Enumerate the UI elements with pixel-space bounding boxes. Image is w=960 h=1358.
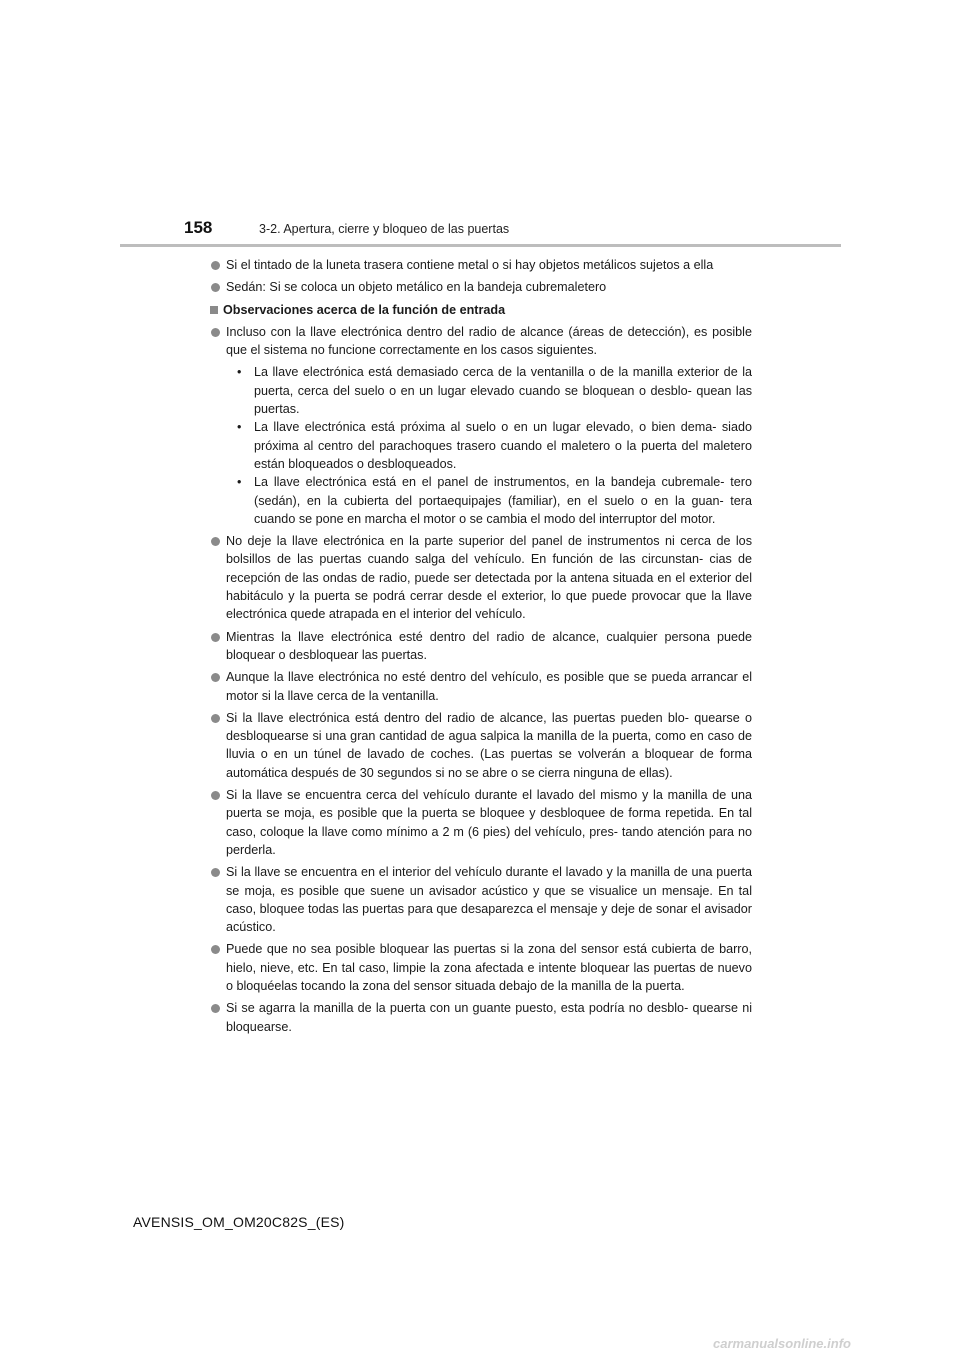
list-item xyxy=(209,668,752,705)
list-item-text: Sedán: Si se coloca un objeto metálico en la bandeja cubremaletero xyxy=(226,280,607,295)
list-item-text: No deje la llave electrónica en la parte superior del panel de instrumentos ni cerca de los bolsillos de las puertas cuando salga del vehículo. En función de las circunstan- cias de recepción de las ondas de radio, puede ser detectada por la antena situada en el exterior del habitáculo y la puerta se podrá cerrar desde el exterior, lo que puede provocar que la llave electrónica quede atrapada en el interior del vehículo. xyxy=(226,534,752,622)
list-item xyxy=(209,278,752,296)
list-item-text: Incluso con la llave electrónica dentro del radio de alcance (áreas de detección), es posible que el sistema no funcione correctamente en los casos siguientes. xyxy=(226,324,752,358)
list-item-text: Si la llave electrónica está dentro del radio de alcance, las puertas pueden blo- quearse o desbloquearse si una gran cantidad de agua salpica la manilla de la puerta, como en caso de lluvia o en un túnel de lavado de coches. (Las puertas se volverán a bloquear de forma automática después de 30 segundos si no se abre o se cierra ninguna de ellas). xyxy=(226,710,752,780)
list-item xyxy=(209,786,752,859)
list-item xyxy=(209,863,752,936)
bullet-dot-icon xyxy=(211,791,220,800)
list-item-text: Puede que no sea posible bloquear las puertas si la zona del sensor está cubierta de barro, hielo, nieve, etc. En tal caso, limpie la zona afectada e intente bloquear las puertas de nuevo o bloquéelas tocando la zona del sensor situada debajo de la manilla de la puerta. xyxy=(226,942,752,993)
list-item xyxy=(209,940,752,995)
header-rule xyxy=(120,244,841,247)
list-item-text: Si se agarra la manilla de la puerta con un guante puesto, esta podría no desblo- quearse ni bloquearse. xyxy=(226,1001,752,1034)
section-title: 3-2. Apertura, cierre y bloqueo de las puertas xyxy=(259,222,510,236)
page-content xyxy=(209,256,752,1040)
page-number: 158 xyxy=(184,218,213,237)
list-item xyxy=(209,532,752,623)
list-item xyxy=(209,999,752,1036)
bullet-mark-icon: • xyxy=(237,475,242,490)
sub-list-item xyxy=(237,363,752,418)
sub-list-item xyxy=(237,418,752,473)
bullet-mark-icon: • xyxy=(237,365,242,380)
watermark: carmanualsonline.info xyxy=(713,1336,851,1351)
sub-list-item-text: La llave electrónica está demasiado cerca de la ventanilla o de la manilla exterior de la puerta, cerca del suelo o en un lugar elevado cuando se bloquean o desblo- quean las puertas. xyxy=(254,365,752,417)
bullet-dot-icon xyxy=(211,261,220,270)
list-item xyxy=(209,256,752,274)
bullet-dot-icon xyxy=(211,673,220,682)
sub-list-item xyxy=(237,473,752,528)
bullet-dot-icon xyxy=(211,1004,220,1013)
list-item-text: Si el tintado de la luneta trasera contiene metal o si hay objetos metálicos sujetos a ella xyxy=(226,258,714,272)
list-item-text: Si la llave se encuentra en el interior del vehículo durante el lavado y la manilla de una puerta se moja, es posible que suene un avisador acústico y que se visualice un mensaje. En tal caso, bloquee todas las puertas para que desaparezca el mensaje y deje de sonar el avisador acústico. xyxy=(226,865,752,935)
bullet-dot-icon xyxy=(211,283,220,292)
list-item-text: Si la llave se encuentra cerca del vehículo durante el lavado del mismo y la manilla de una puerta se moja, es posible que la puerta se bloquee y desbloquee de forma repetida. En tal caso, coloque la llave como mínimo a 2 m (6 pies) del vehículo, pres- tando atención para no perderla. xyxy=(226,788,752,857)
list-item xyxy=(209,709,752,782)
manual-code: AVENSIS_OM_OM20C82S_(ES) xyxy=(133,1214,345,1230)
square-bullet-icon xyxy=(210,306,218,314)
list-item xyxy=(209,323,752,360)
bullet-dot-icon xyxy=(211,868,220,877)
list-item-text: Mientras la llave electrónica esté dentro del radio de alcance, cualquier persona puede bloquear o desbloquear las puertas. xyxy=(226,629,752,662)
list-item xyxy=(209,628,752,665)
list-item-text: Aunque la llave electrónica no esté dentro del vehículo, es posible que se pueda arrancar el motor si la llave cerca de la ventanilla. xyxy=(226,670,752,703)
bullet-mark-icon: • xyxy=(237,420,242,435)
bullet-dot-icon xyxy=(211,714,220,723)
bullet-dot-icon xyxy=(211,945,220,954)
sub-list-item-text: La llave electrónica está próxima al suelo o en un lugar elevado, o bien dema- siado próxima al centro del parachoques trasero cuando el maletero o la puerta del maletero están bloqueados o desbloqueados. xyxy=(254,420,752,471)
bullet-dot-icon xyxy=(211,328,220,337)
bullet-dot-icon xyxy=(211,537,220,546)
section-heading xyxy=(209,301,752,319)
bullet-dot-icon xyxy=(211,633,220,642)
sub-list xyxy=(237,363,752,528)
section-heading-text: Observaciones acerca de la función de entrada xyxy=(223,302,506,317)
sub-list-item-text: La llave electrónica está en el panel de instrumentos, en la bandeja cubremale- tero (sedán), en la cubierta del portaequipajes (familiar), en el suelo o en la guan- tera cuando se pone en marcha el motor o se cambia el modo del interruptor del motor. xyxy=(254,475,752,526)
